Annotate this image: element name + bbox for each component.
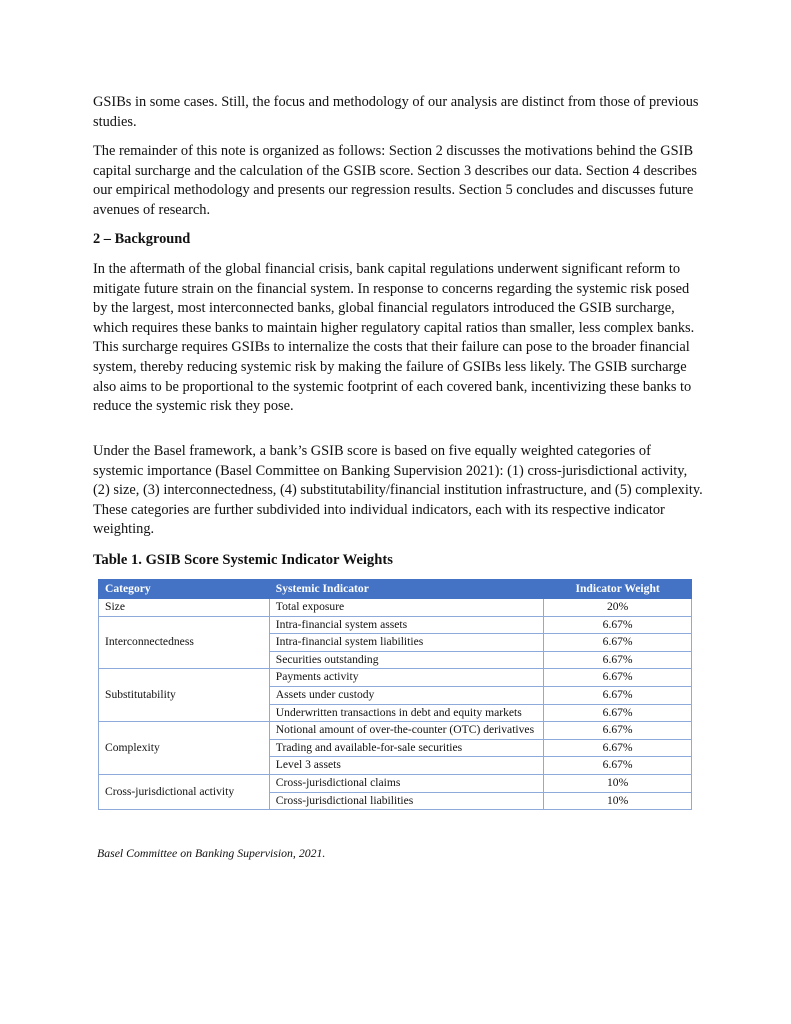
- weight-cell: 6.67%: [544, 757, 692, 775]
- category-cell: Cross-jurisdictional activity: [99, 774, 270, 809]
- indicator-cell: Assets under custody: [269, 686, 543, 704]
- indicator-cell: Intra-financial system liabilities: [269, 634, 543, 652]
- weight-cell: 10%: [544, 792, 692, 810]
- table-row: [99, 616, 692, 634]
- indicator-cell: Payments activity: [269, 669, 543, 687]
- indicator-cell: Cross-jurisdictional liabilities: [269, 792, 543, 810]
- basel-text: [93, 442, 703, 540]
- indicator-cell: Intra-financial system assets: [269, 616, 543, 634]
- paragraph-3: In the aftermath of the global financial crisis, bank capital regulations underwent significant reform to mitigate future strain on the financial system. In response to concerns regarding the systemic risk posed by the largest, most interconnected banks, global financial regulators introduced the GSIB surcharge, which requires these banks to maintain higher regulatory capital ratios than smaller, less complex banks. This surcharge requires GSIBs to internalize the costs that their failure can pose to the broader financial system, thereby reducing systemic risk by making the failure of GSIBs less likely. The GSIB surcharge also aims to be proportional to the systemic footprint of each covered bank, incentivizing these banks to reduce the systemic risk they pose.: [93, 261, 695, 415]
- weight-cell: 6.67%: [544, 739, 692, 757]
- category-cell: Interconnectedness: [99, 616, 270, 669]
- category-cell: Size: [99, 599, 270, 617]
- table-caption: Table 1. GSIB Score Systemic Indicator Weights: [93, 552, 393, 568]
- table-row: [99, 669, 692, 687]
- intro-text: [93, 93, 703, 132]
- paragraph-4: Under the Basel framework, a bank’s GSIB score is based on five equally weighted categories of systemic importance (Basel Committee on Banking Supervision 2021): (1) cross-jurisdictional activity, (2) size, (3) interconnectedness, (4) substitutability/financial institution infrastructure, and (5) complexity. These categories are further subdivided into individual indicators, each with its respective indicator weighting.: [93, 443, 703, 538]
- organization-text: [93, 142, 703, 220]
- header-indicator: Systemic Indicator: [269, 580, 543, 599]
- weight-cell: 6.67%: [544, 616, 692, 634]
- indicator-cell: Underwritten transactions in debt and equity markets: [269, 704, 543, 722]
- table-row: [99, 599, 692, 617]
- indicator-cell: Notional amount of over-the-counter (OTC) derivatives: [269, 722, 543, 740]
- paragraph-2: The remainder of this note is organized as follows: Section 2 discusses the motivations behind the GSIB capital surcharge and the calculation of the GSIB score. Section 3 describes our data. Section 4 describes our empirical methodology and presents our regression results. Section 5 concludes and discusses future avenues of research.: [93, 143, 697, 218]
- background-text: [93, 260, 703, 417]
- indicator-cell: Level 3 assets: [269, 757, 543, 775]
- weight-cell: 6.67%: [544, 634, 692, 652]
- header-weight: Indicator Weight: [544, 580, 692, 599]
- weight-cell: 6.67%: [544, 651, 692, 669]
- category-cell: Substitutability: [99, 669, 270, 722]
- weight-cell: 20%: [544, 599, 692, 617]
- weight-cell: 6.67%: [544, 704, 692, 722]
- weight-cell: 10%: [544, 774, 692, 792]
- indicator-weights-table: [98, 579, 692, 810]
- category-cell: Complexity: [99, 722, 270, 775]
- weight-cell: 6.67%: [544, 686, 692, 704]
- header-category: Category: [99, 580, 270, 599]
- weight-cell: 6.67%: [544, 722, 692, 740]
- table-row: [99, 722, 692, 740]
- background-section: [93, 230, 703, 250]
- section-heading: 2 – Background: [93, 231, 191, 247]
- table-caption-block: [93, 551, 703, 571]
- table-header-row: [99, 580, 692, 599]
- weight-cell: 6.67%: [544, 669, 692, 687]
- table-source-note: Basel Committee on Banking Supervision, 2021.: [97, 846, 326, 860]
- paragraph-1: GSIBs in some cases. Still, the focus and methodology of our analysis are distinct from those of previous studies.: [93, 94, 699, 130]
- indicator-cell: Total exposure: [269, 599, 543, 617]
- indicator-cell: Trading and available-for-sale securities: [269, 739, 543, 757]
- indicator-cell: Securities outstanding: [269, 651, 543, 669]
- indicator-cell: Cross-jurisdictional claims: [269, 774, 543, 792]
- table-row: [99, 774, 692, 792]
